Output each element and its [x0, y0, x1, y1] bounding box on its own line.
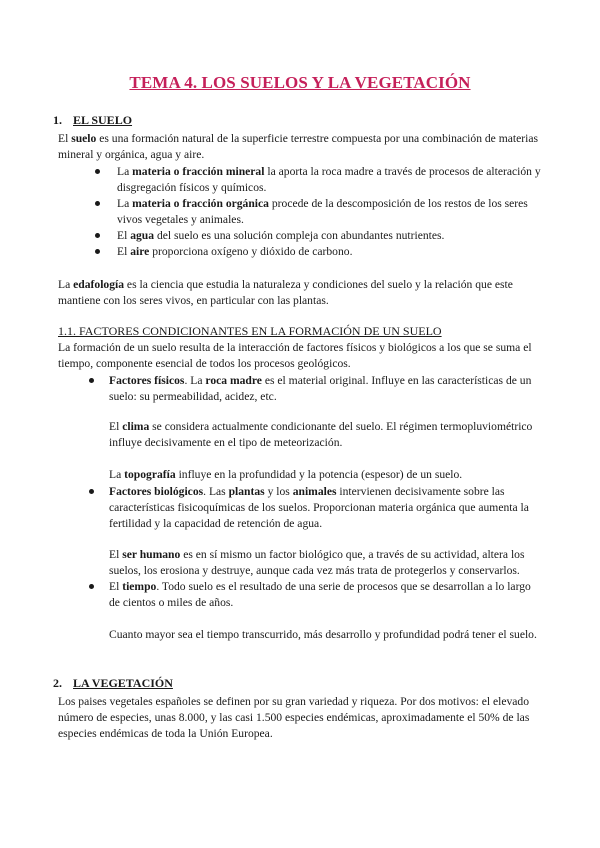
bullet-dot	[89, 584, 94, 589]
bullet-dot	[95, 201, 100, 206]
ser-humano-paragraph: El ser humano es en sí mismo un factor biológico que, a través de su actividad, altera los suelos, los erosiona y destruye, aunque cada vez más trata de protegerlos y conservarlos.	[109, 548, 525, 577]
bullet-text: Factores biológicos. Las plantas y los animales intervienen decisivamente sobre las características fisicoquímicas de los suelos. Proporcionan materia orgánica que aumenta la fertilidad y la capacidad de retención de agua.	[109, 485, 529, 530]
bullet-text: La materia o fracción mineral la aporta la roca madre a través de procesos de alteración y disgregación físicos y químicos.	[117, 165, 541, 194]
bullet-agua	[117, 228, 547, 244]
bullet-dot	[89, 378, 94, 383]
bullet-text: El agua del suelo es una solución compleja con abundantes nutrientes.	[117, 229, 445, 242]
bullet-text: El tiempo. Todo suelo es el resultado de una serie de procesos que se desarrollan a lo largo de cientos o miles de años.	[109, 580, 531, 609]
bullet-materia-mineral	[117, 164, 547, 196]
section-1-number: 1.	[53, 113, 62, 127]
clima-paragraph: El clima se considera actualmente condicionante del suelo. El régimen termopluviométrico influye decisivamente en el tipo de meteorización.	[109, 420, 533, 449]
bullet-factores-fisicos	[109, 373, 547, 405]
factores-intro: La formación de un suelo resulta de la interacción de factores físicos y biológicos a los que se suma el tiempo, componente esencial de todos los procesos geológicos.	[58, 341, 532, 370]
bullet-dot	[95, 169, 100, 174]
section-1-heading	[53, 112, 132, 128]
bullet-text: La materia o fracción orgánica procede de la descomposición de los restos de los seres vivos vegetales y animales.	[117, 197, 528, 226]
cuanto-paragraph: Cuanto mayor sea el tiempo transcurrido, más desarrollo y profundidad podrá tener el suelo.	[109, 628, 537, 641]
section-2-title: LA VEGETACIÓN	[73, 676, 173, 690]
bullet-text: El aire proporciona oxígeno y dióxido de carbono.	[117, 245, 353, 258]
section-2-heading	[53, 675, 173, 691]
bullet-aire	[117, 244, 547, 260]
bullet-text: Factores físicos. La roca madre es el material original. Influye en las características de un suelo: su permeabilidad, acidez, etc.	[109, 374, 532, 403]
page-title: TEMA 4. LOS SUELOS Y LA VEGETACIÓN	[129, 73, 471, 92]
vegetacion-paragraph: Los paises vegetales españoles se definen por su gran variedad y riqueza. Por dos motivos: el elevado número de especies, unas 8.000, y las casi 1.500 especies endémicas, aproximadamente el 50% de las especies endémicas de toda la Unión Europea.	[58, 695, 530, 740]
bullet-factores-biologicos	[109, 484, 551, 532]
bullet-dot	[95, 249, 100, 254]
suelo-definition: El suelo es una formación natural de la superficie terrestre compuesta por una combinación de materias mineral y orgánica, agua y aire.	[58, 132, 538, 161]
bullet-materia-organica	[117, 196, 547, 228]
bullet-dot	[89, 489, 94, 494]
subsection-1-1-heading: 1.1. FACTORES CONDICIONANTES EN LA FORMACIÓN DE UN SUELO	[58, 324, 442, 338]
bullet-dot	[95, 233, 100, 238]
bullet-tiempo	[109, 579, 537, 611]
topografia-paragraph: La topografía influye en la profundidad y la potencia (espesor) de un suelo.	[109, 468, 463, 481]
edafologia-paragraph: La edafología es la ciencia que estudia la naturaleza y condiciones del suelo y la relación que este mantiene con los seres vivos, en particular con las plantas.	[58, 278, 513, 307]
section-1-title: EL SUELO	[73, 113, 133, 127]
section-2-number: 2.	[53, 676, 62, 690]
